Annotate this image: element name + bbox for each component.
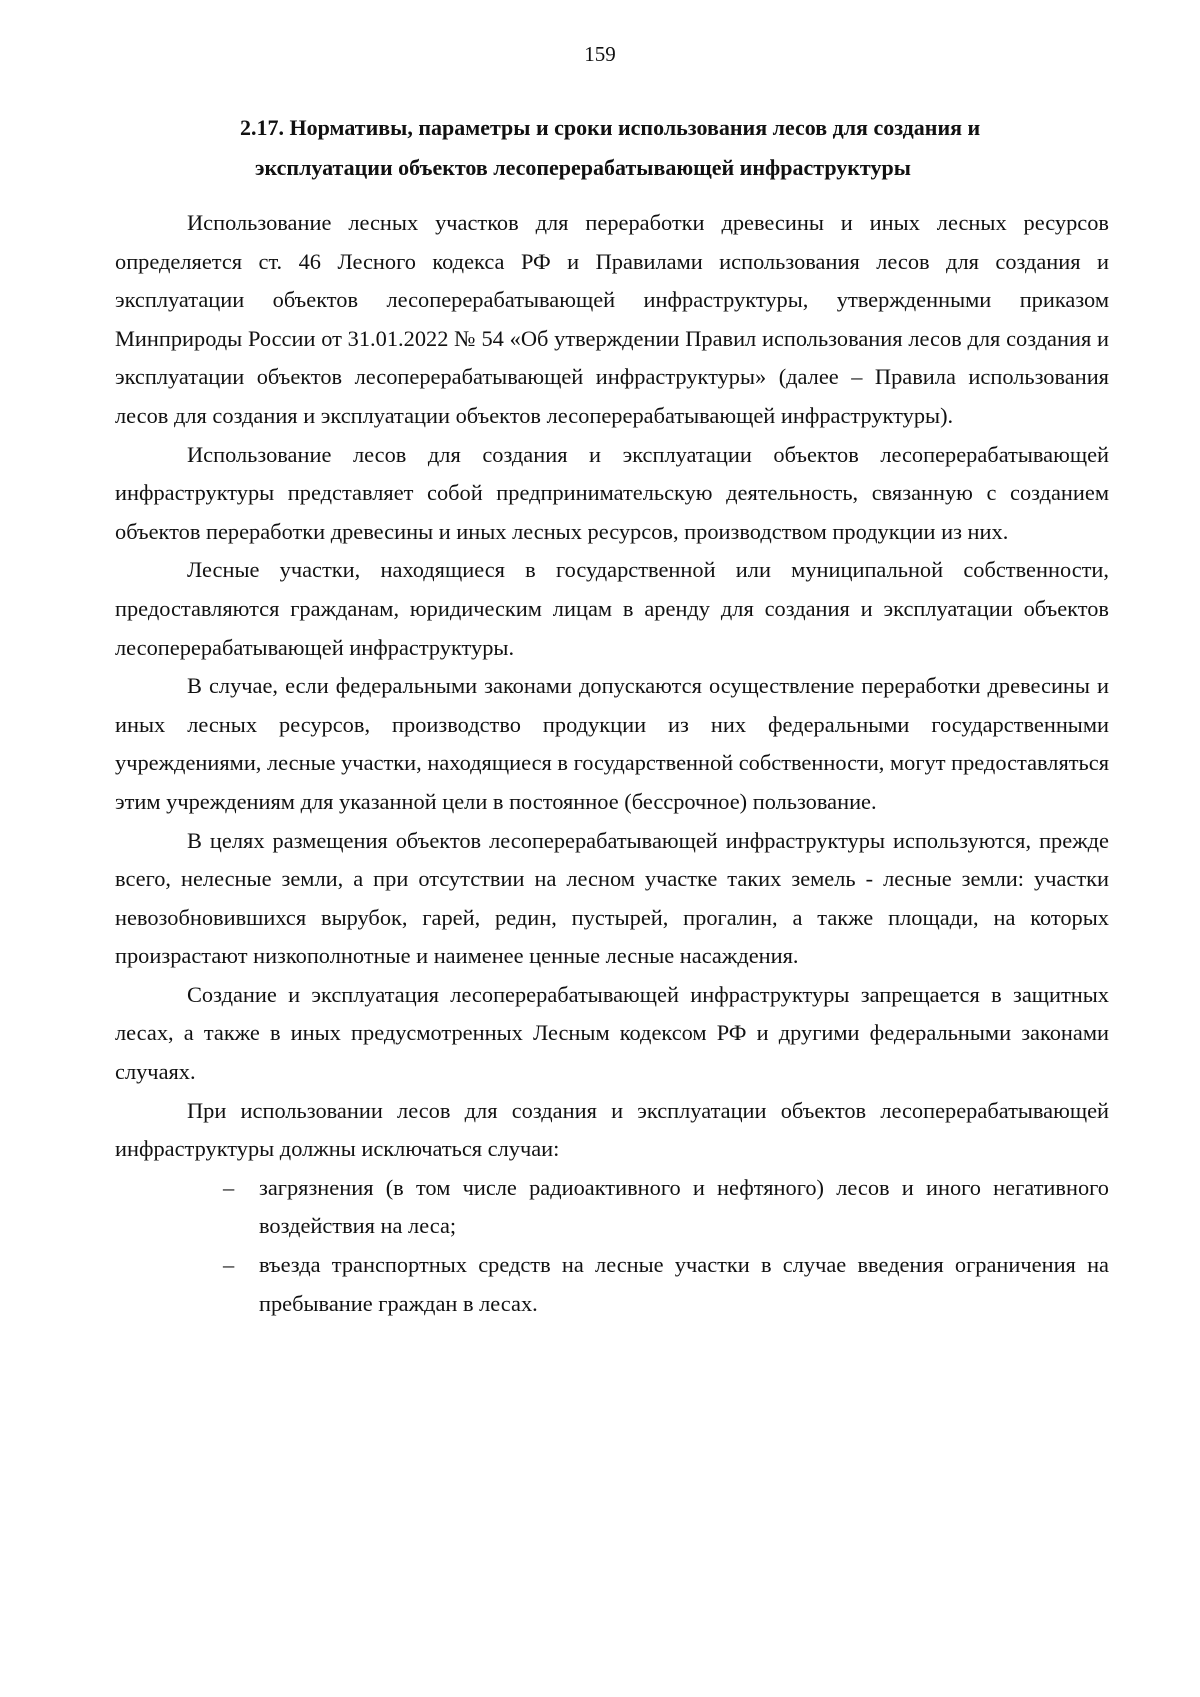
list-item-text: загрязнения (в том числе радиоактивного и нефтяного) лесов и иного негативного воздействия на леса; [259,1174,1109,1239]
list-item [115,1246,1109,1323]
paragraph-definition: Использование лесов для создания и эксплуатации объектов лесоперерабатывающей инфраструктуры представляет собой предпринимательскую деятельность, связанную с созданием объектов переработки древесины и иных лесных ресурсов, производством продукции из них. [115,441,1109,544]
exclusions-list [115,1169,1109,1323]
dash-bullet-icon: – [223,1174,235,1200]
paragraph-permanent-use: В случае, если федеральными законами допускаются осуществление переработки древесины и иных лесных ресурсов, производство продукции из них федеральными государственными учреждениями, лесные участки, находящиеся в государственной собственности, могут предоставляться этим учреждениям для указанной цели в постоянное (бессрочное) пользование. [115,673,1109,814]
paragraph-exclusions-intro: При использовании лесов для создания и эксплуатации объектов лесоперерабатывающей инфраструктуры должны исключаться случаи: [115,1097,1109,1162]
dash-bullet-icon: – [223,1252,235,1278]
section-heading [200,108,1060,188]
section-heading-line-1: 2.17. Нормативы, параметры и сроки использования лесов для создания и [240,115,981,140]
list-item [115,1169,1109,1246]
paragraph-land-selection: В целях размещения объектов лесоперерабатывающей инфраструктуры используются, прежде всего, нелесные земли, а при отсутствии на лесном участке таких земель - лесные земли: участки невозобновившихся вырубок, гарей, редин, пустырей, прогалин, а также площади, на которых произрастают низкополнотные и наименее ценные лесные насаждения. [115,827,1109,969]
page-number: 159 [584,42,616,66]
paragraph-prohibition: Создание и эксплуатация лесоперерабатывающей инфраструктуры запрещается в защитных лесах, а также в иных предусмотренных Лесным кодексом РФ и другими федеральными законами случаях. [115,981,1109,1085]
paragraph-legal-basis: Использование лесных участков для переработки древесины и иных лесных ресурсов определяется ст. 46 Лесного кодекса РФ и Правилами использования лесов для создания и эксплуатации объектов лесоперерабатывающей инфраструктуры, утвержденными приказом Минприроды России от 31.01.2022 № 54 «Об утверждении Правил использования лесов для создания и эксплуатации объектов лесоперерабатывающей инфраструктуры» (далее – Правила использования лесов для создания и эксплуатации объектов лесоперерабатывающей инфраструктуры). [115,210,1109,428]
list-item-text: въезда транспортных средств на лесные участки в случае введения ограничения на пребывание граждан в лесах. [259,1252,1109,1316]
paragraph-lease: Лесные участки, находящиеся в государственной или муниципальной собственности, предоставляются гражданам, юридическим лицам в аренду для создания и эксплуатации объектов лесоперерабатывающей инфраструктуры. [115,557,1109,660]
section-heading-line-2: эксплуатации объектов лесоперерабатывающей инфраструктуры [255,155,911,180]
body-text [115,204,1109,1323]
